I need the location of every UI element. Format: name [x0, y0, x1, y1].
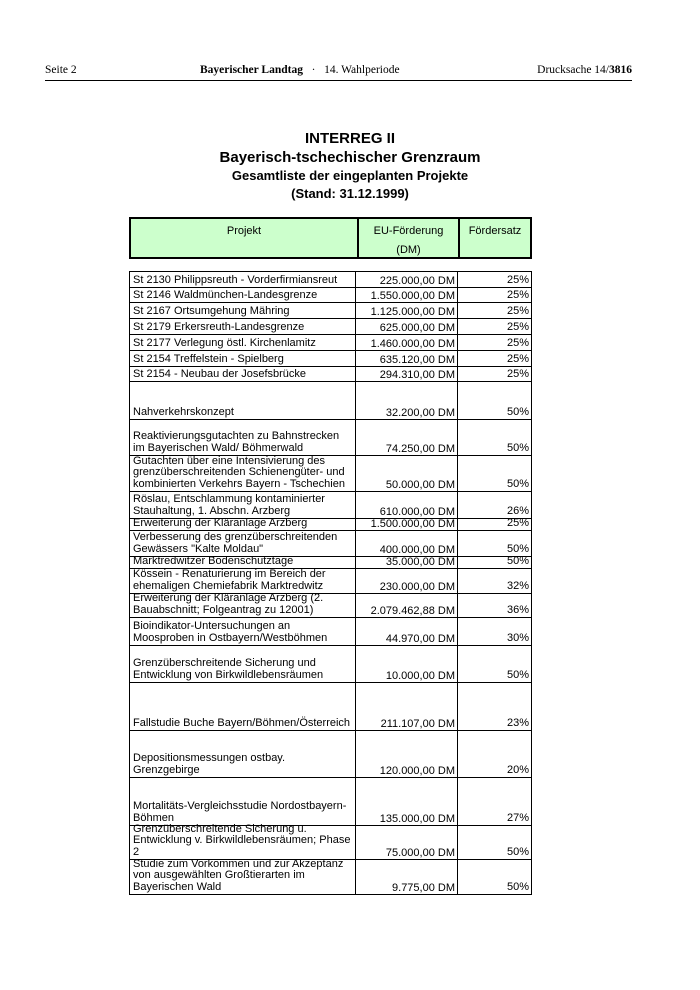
project-cell-text: Studie zum Vorkommen und zur Akzeptanz von ausgewählten Großtierarten im Bayerischen Wald: [133, 857, 344, 893]
project-cell: [130, 516, 356, 530]
title-line-2: Bayerisch-tschechischer Grenzraum: [219, 149, 481, 166]
funding-cell-text: 32.200,00 DM: [385, 406, 455, 419]
project-cell-text: Grenzüberschreitende Sicherung und Entwicklung von Birkwildlebensräumen: [133, 657, 324, 681]
funding-cell-text: 211.107,00 DM: [380, 717, 455, 730]
table-row: [129, 319, 532, 335]
running-header: [45, 64, 632, 81]
project-cell-text: Erweiterung der Kläranlage Arzberg (2. Bauabschnitt; Folgeantrag zu 12001): [133, 592, 324, 616]
rate-cell-text: 32%: [506, 579, 529, 592]
project-cell-text: Verbesserung des grenzüberschreitenden Gewässers "Kalte Moldau": [133, 531, 338, 555]
rate-cell-text: 25%: [506, 516, 529, 529]
rate-cell: [458, 778, 531, 825]
rate-cell-text: 20%: [506, 763, 529, 776]
rate-cell: [458, 618, 531, 645]
project-cell: [130, 683, 356, 730]
rate-cell: [458, 554, 531, 568]
funding-cell-text: 2.079.462,88 DM: [370, 604, 455, 617]
rate-cell-text: 23%: [506, 716, 529, 729]
table-row: [129, 492, 532, 519]
funding-cell-text: 74.250,00 DM: [385, 442, 455, 455]
rate-cell-text: 25%: [506, 367, 529, 380]
rate-cell-text: 50%: [506, 554, 529, 567]
funding-cell-text: 135.000,00 DM: [379, 812, 455, 825]
table-row: [129, 569, 532, 594]
funding-cell: [356, 303, 458, 318]
rate-cell: [458, 646, 531, 682]
print-label: Drucksache 14/: [537, 64, 609, 76]
header-separator: ·: [311, 64, 316, 76]
header-project: Projekt: [131, 219, 359, 257]
table-row: [129, 516, 532, 531]
project-cell: [130, 420, 356, 455]
funding-cell-text: 230.000,00 DM: [379, 580, 455, 593]
table-row: [129, 456, 532, 492]
funding-cell-text: 225.000,00 DM: [379, 274, 455, 287]
funding-cell-text: 120.000,00 DM: [379, 764, 455, 777]
rate-cell: [458, 303, 531, 318]
project-cell: [130, 531, 356, 556]
funding-cell-text: 635.120,00 DM: [379, 353, 455, 366]
table-row: [129, 731, 532, 778]
project-cell: [130, 822, 356, 859]
table-row: [129, 287, 532, 303]
table-row: [129, 303, 532, 319]
funding-cell-text: 10.000,00 DM: [385, 669, 455, 682]
rate-cell: [458, 516, 531, 530]
funding-cell-text: 1.500.000,00 DM: [370, 517, 455, 530]
table-row: [129, 683, 532, 731]
rate-cell: [458, 531, 531, 556]
project-cell: [130, 303, 356, 318]
funding-cell: [356, 272, 458, 287]
rate-cell: [458, 335, 531, 350]
funding-cell: [356, 319, 458, 334]
funding-cell: [356, 287, 458, 302]
project-cell-text: Grenzüberschreitende Sicherung u. Entwicklung v. Birkwildlebensräumen; Phase 2: [133, 822, 351, 858]
project-cell: [130, 618, 356, 645]
project-cell-text: Mortalitäts-Vergleichsstudie Nordostbayern-Böhmen: [133, 800, 347, 824]
rate-cell-text: 25%: [506, 304, 529, 317]
project-cell-text: Röslau, Entschlammung kontaminierter Stauhaltung, 1. Abschn. Arzberg: [133, 493, 325, 517]
table-row: [129, 822, 532, 860]
project-cell: [130, 351, 356, 366]
rate-cell-text: 50%: [506, 477, 529, 490]
funding-cell: [356, 456, 458, 491]
title-line-3: Gesamtliste der eingeplanten Projekte: [231, 168, 469, 183]
funding-cell: [356, 826, 458, 859]
project-cell: [130, 287, 356, 302]
project-cell: [130, 456, 356, 491]
rate-cell: [458, 420, 531, 455]
table-row: [129, 382, 532, 420]
project-cell-text: Erweiterung der Kläranlage Arzberg: [133, 516, 308, 529]
table-row: [129, 857, 532, 895]
project-cell-text: St 2179 Erkersreuth-Landesgrenze: [133, 320, 305, 333]
project-cell: [130, 554, 356, 568]
rate-cell-text: 30%: [506, 631, 529, 644]
project-cell: [130, 594, 356, 617]
project-cell-text: St 2167 Ortsumgehung Mähring: [133, 304, 290, 317]
project-cell-text: Gutachten über eine Intensivierung des grenzüberschreitenden Schienengüter- und kombinierten Verkehrs Bayern - Tschechien: [133, 454, 345, 490]
project-cell: [130, 272, 356, 287]
table-row: [129, 594, 532, 618]
rate-cell-text: 25%: [506, 352, 529, 365]
header-funding: EU-Förderung (DM): [359, 219, 460, 257]
rate-cell: [458, 731, 531, 777]
rate-cell-text: 26%: [506, 504, 529, 517]
funding-cell: [356, 335, 458, 350]
funding-cell-text: 1.460.000,00 DM: [370, 337, 455, 350]
project-cell: [130, 778, 356, 825]
rate-cell: [458, 594, 531, 617]
table-row: [129, 271, 532, 288]
project-cell-text: Depositionsmessungen ostbay. Grenzgebirge: [133, 752, 286, 776]
rate-cell: [458, 319, 531, 334]
rate-cell: [458, 272, 531, 287]
rate-cell-text: 27%: [506, 811, 529, 824]
rate-cell: [458, 492, 531, 518]
project-cell-text: Nahverkehrskonzept: [133, 405, 234, 418]
rate-cell-text: 50%: [506, 668, 529, 681]
print-reference: [537, 64, 632, 76]
funding-cell-text: 610.000,00 DM: [379, 505, 455, 518]
table-header: [129, 217, 532, 259]
project-cell: [130, 492, 356, 518]
funding-cell-text: 400.000,00 DM: [379, 543, 455, 556]
table-row: [129, 351, 532, 367]
rate-cell-text: 25%: [506, 320, 529, 333]
project-cell-text: Bioindikator-Untersuchungen an Moosproben in Ostbayern/Westböhmen: [133, 620, 328, 644]
project-cell: [130, 731, 356, 777]
rate-cell: [458, 860, 531, 894]
project-cell: [130, 382, 356, 419]
rate-cell-text: 50%: [506, 542, 529, 555]
funding-cell: [356, 860, 458, 894]
legislative-period: 14. Wahlperiode: [324, 64, 400, 76]
table-row: [129, 618, 532, 646]
funding-cell-text: 1.125.000,00 DM: [370, 305, 455, 318]
funding-cell: [356, 683, 458, 730]
rate-cell-text: 50%: [506, 880, 529, 893]
rate-cell: [458, 683, 531, 730]
parliament-name: Bayerischer Landtag: [200, 64, 303, 76]
rate-cell-text: 50%: [506, 845, 529, 858]
project-cell-text: St 2146 Waldmünchen-Landesgrenze: [133, 288, 318, 301]
print-number: 3816: [609, 64, 632, 76]
project-cell-text: Reaktivierungsgutachten zu Bahnstrecken im Bayerischen Wald/ Böhmerwald: [133, 430, 340, 454]
rate-cell-text: 50%: [506, 405, 529, 418]
rate-cell: [458, 367, 531, 381]
rate-cell: [458, 351, 531, 366]
header-center: [200, 64, 400, 76]
table-row: [129, 420, 532, 456]
project-cell: [130, 367, 356, 381]
project-cell-text: Fallstudie Buche Bayern/Böhmen/Österreich: [133, 716, 351, 729]
project-cell-text: St 2177 Verlegung östl. Kirchenlamitz: [133, 336, 316, 349]
project-cell: [130, 857, 356, 894]
funding-cell: [356, 618, 458, 645]
table-row: [129, 778, 532, 826]
funding-cell-text: 35.000,00 DM: [385, 555, 455, 568]
rate-cell-text: 25%: [506, 336, 529, 349]
table-row: [129, 531, 532, 557]
page-number: Seite 2: [45, 64, 77, 76]
funding-cell: [356, 569, 458, 593]
project-cell: [130, 319, 356, 334]
funding-cell-text: 294.310,00 DM: [379, 368, 455, 381]
project-cell-text: Marktredwitzer Bodenschutztage: [133, 554, 294, 567]
funding-cell-text: 1.550.000,00 DM: [370, 289, 455, 302]
rate-cell: [458, 826, 531, 859]
funding-cell: [356, 519, 458, 530]
funding-cell-text: 75.000,00 DM: [385, 846, 455, 859]
funding-cell: [356, 778, 458, 825]
rate-cell-text: 25%: [506, 273, 529, 286]
project-cell: [130, 646, 356, 682]
title-line-1: INTERREG II: [304, 130, 395, 147]
project-cell-text: St 2154 - Neubau der Josefsbrücke: [133, 367, 307, 380]
funding-cell: [356, 382, 458, 419]
rate-cell: [458, 382, 531, 419]
project-cell: [130, 569, 356, 593]
table-row: [129, 646, 532, 683]
funding-cell: [356, 594, 458, 617]
rate-cell: [458, 456, 531, 491]
header-rate: Fördersatz: [468, 225, 522, 237]
funding-cell: [356, 531, 458, 556]
project-cell-text: St 2154 Treffelstein - Spielberg: [133, 352, 284, 365]
project-cell-text: St 2130 Philippsreuth - Vorderfirmiansreut: [133, 273, 338, 286]
funding-cell: [356, 351, 458, 366]
project-cell: [130, 335, 356, 350]
rate-cell-text: 25%: [506, 288, 529, 301]
funding-cell: [356, 492, 458, 518]
table-row: [129, 335, 532, 351]
rate-cell-text: 50%: [506, 441, 529, 454]
table-row: [129, 367, 532, 382]
funding-cell: [356, 731, 458, 777]
funding-cell: [356, 557, 458, 568]
project-cell-text: Kössein - Renaturierung im Bereich der ehemaligen Chemiefabrik Marktredwitz: [133, 568, 326, 592]
rate-cell: [458, 569, 531, 593]
funding-cell: [356, 646, 458, 682]
funding-cell-text: 9.775,00 DM: [392, 881, 455, 894]
title-line-4: (Stand: 31.12.1999): [291, 186, 409, 201]
funding-cell-text: 44.970,00 DM: [385, 632, 455, 645]
funding-cell: [356, 367, 458, 381]
funding-cell: [356, 420, 458, 455]
rate-cell-text: 36%: [506, 603, 529, 616]
rate-cell: [458, 287, 531, 302]
funding-cell-text: 50.000,00 DM: [385, 478, 455, 491]
funding-cell-text: 625.000,00 DM: [379, 321, 455, 334]
